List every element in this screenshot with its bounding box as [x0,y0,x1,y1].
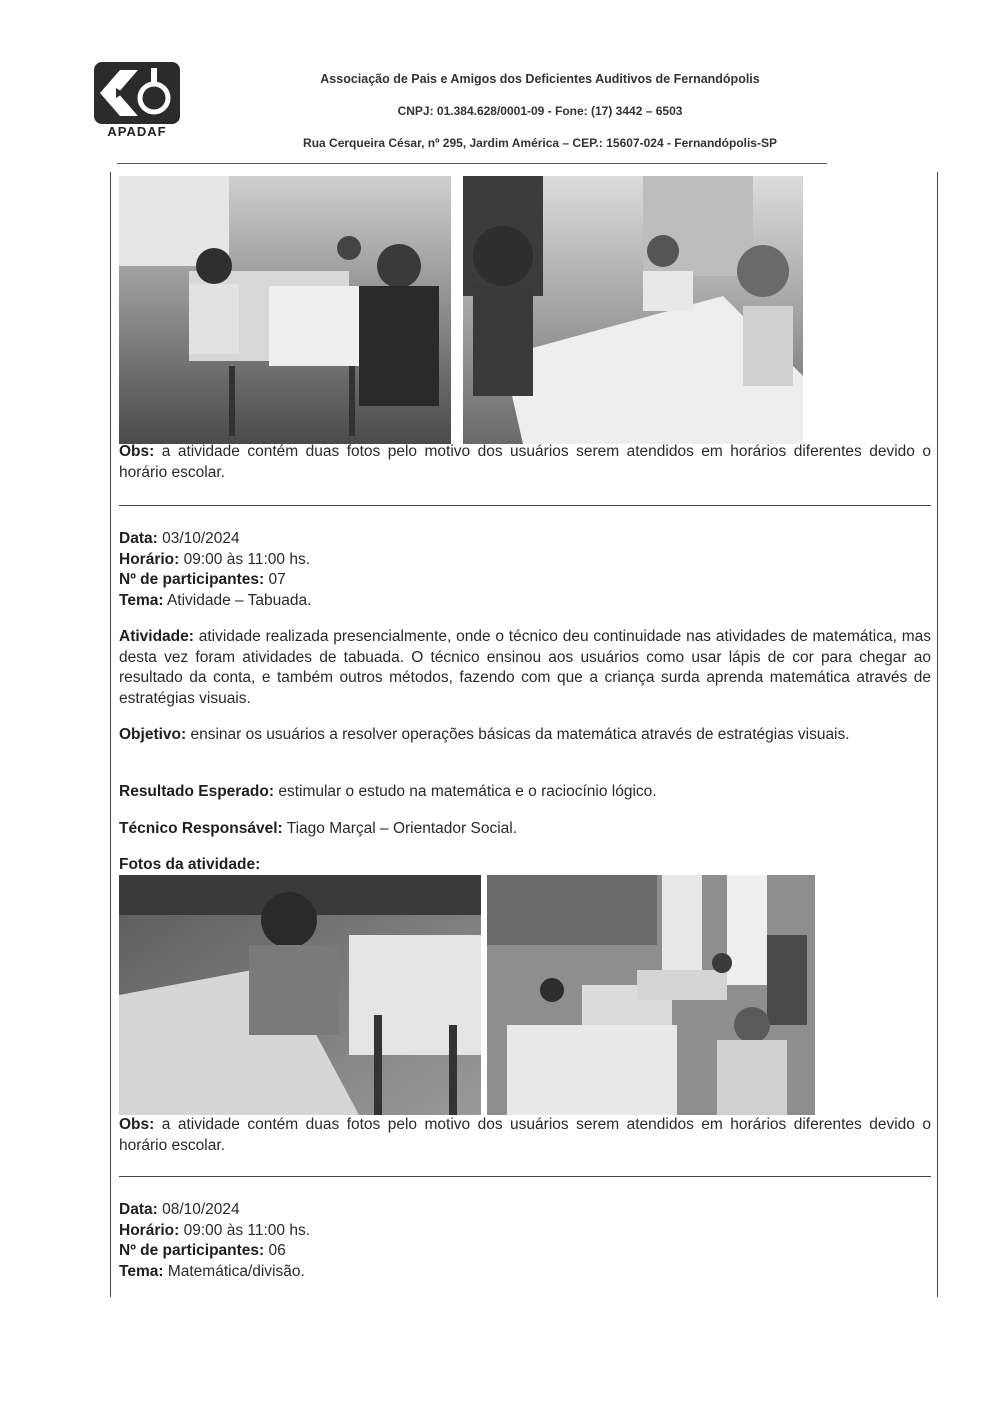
date-value: 08/10/2024 [157,1201,240,1218]
obs-label: Obs: [119,1116,155,1133]
expected-result-label: Resultado Esperado: [119,783,275,800]
responsible [119,819,931,840]
activity-label: Atividade: [119,628,194,645]
section-divider [119,1176,931,1177]
time-row [119,1221,931,1242]
theme-label: Tema: [119,1262,164,1280]
responsible-text: Tiago Marçal – Orientador Social. [282,820,518,837]
theme-label: Tema: [119,591,164,609]
activity-photo-1 [119,176,451,444]
section-divider [119,505,931,506]
expected-result [119,782,931,803]
participants-row [119,1241,931,1262]
time-label: Horário: [119,1221,180,1239]
time-label: Horário: [119,550,180,568]
obs-label: Obs: [119,443,155,460]
photo-note-1 [119,1115,931,1156]
time-value: 09:00 às 11:00 hs. [179,1221,310,1239]
date-row [119,529,931,550]
report-body [110,172,938,1297]
activity-text: atividade realizada presencialmente, onde o técnico deu continuidade nas atividades de matemática, mas desta vez foram atividades de tabuada. O técnico ensinou aos usuários como usar lápis de cor para chegar ao resultado da conta, e também outros métodos, fazendo com que a criança surda aprenda matemática através de estratégias visuais. [119,628,931,707]
activity-info-1 [119,529,931,611]
expected-result-text: estimular o estudo na matemática e o raciocínio lógico. [274,783,657,800]
activity-info-2 [119,1200,931,1282]
time-row [119,550,931,571]
activity-photo-4 [487,875,815,1115]
header-divider [117,163,827,164]
participants-value: 06 [264,1242,286,1259]
participants-row [119,570,931,591]
participants-label: Nº de participantes: [119,571,265,588]
theme-row [119,591,931,612]
organization-name: Associação de Pais e Amigos dos Deficientes Auditivos de Fernandópolis [320,72,760,86]
photos-label: Fotos da atividade: [119,856,261,873]
participants-value: 07 [264,571,286,588]
date-label: Data: [119,530,158,547]
participants-label: Nº de participantes: [119,1242,265,1259]
theme-value: Atividade – Tabuada. [163,591,312,609]
photo-note-top [119,442,931,483]
objective-text: ensinar os usuários a resolver operações básicas da matemática através de estratégias visuais. [186,726,850,743]
time-value: 09:00 às 11:00 hs. [179,550,310,568]
letterhead [0,0,992,175]
activity-photo-2 [463,176,803,444]
logo-text: APADAF [107,124,167,139]
theme-value: Matemática/divisão. [163,1262,305,1280]
date-value: 03/10/2024 [157,530,240,547]
apadaf-logo-icon [94,62,180,124]
obs-text: a atividade contém duas fotos pelo motivo dos usuários serem atendidos em horários diferentes devido o horário escolar. [119,1116,931,1154]
objective [119,725,931,746]
cnpj-phone: CNPJ: 01.384.628/0001-09 - Fone: (17) 3442 – 6503 [397,104,683,118]
date-row [119,1200,931,1221]
responsible-label: Técnico Responsável: [119,820,283,837]
date-label: Data: [119,1201,158,1218]
theme-row [119,1262,931,1283]
objective-label: Objetivo: [119,726,187,743]
obs-text: a atividade contém duas fotos pelo motivo dos usuários serem atendidos em horários diferentes devido o horário escolar. [119,443,931,481]
apadaf-logo [92,62,182,140]
activity-description [119,627,931,709]
address: Rua Cerqueira César, nº 295, Jardim América – CEP.: 15607-024 - Fernandópolis-SP [303,136,777,150]
photos-heading [119,855,931,876]
activity-photo-3 [119,875,481,1115]
